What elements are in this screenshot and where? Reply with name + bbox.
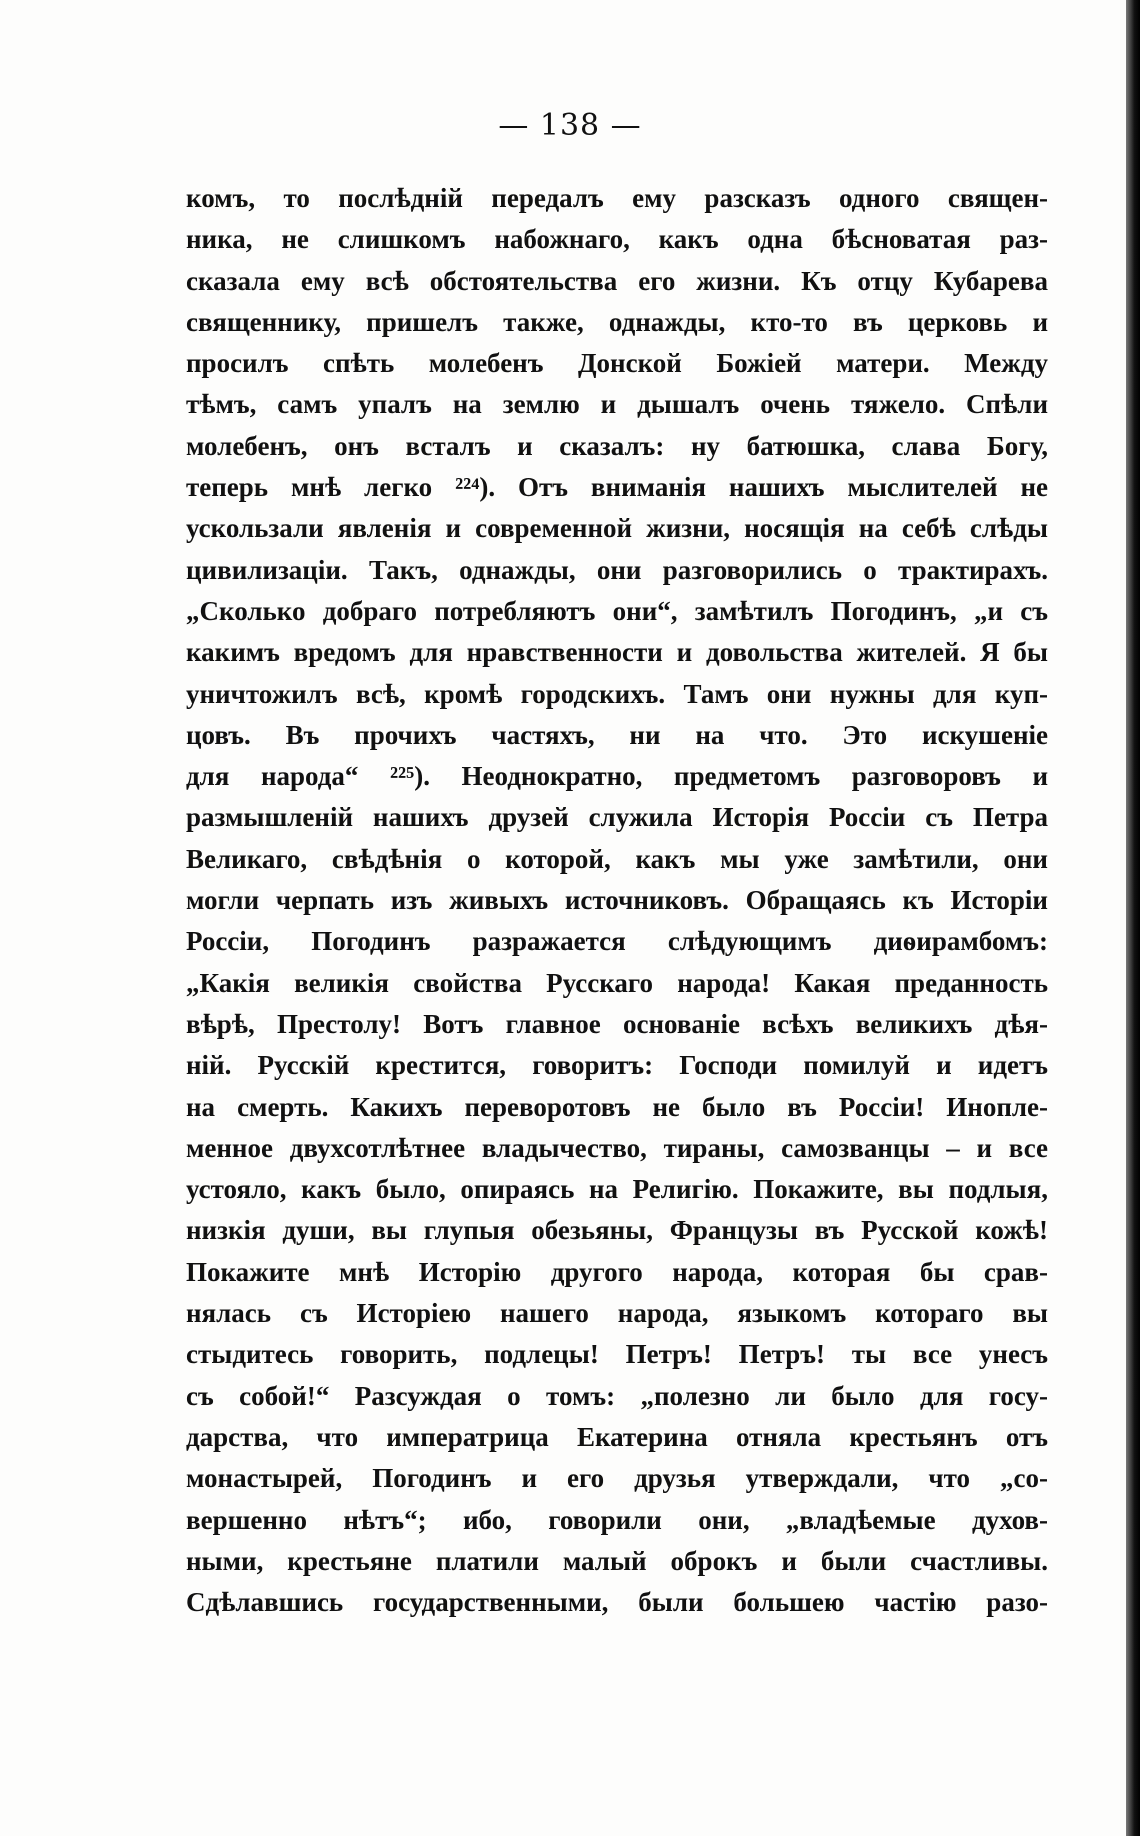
- text-line: вершенно нѣтъ“; ибо, говорили они, „владѣемые духов-: [186, 1504, 1048, 1535]
- text-line: тѣмъ, самъ упалъ на землю и дышалъ очень тяжело. Спѣли: [186, 389, 1048, 420]
- text-line: стыдитесь говорить, подлецы! Петръ! Петръ! ты все унесъ: [186, 1339, 1048, 1370]
- text-line: молебенъ, онъ всталъ и сказалъ: ну батюшка, слава Богу,: [186, 430, 1048, 461]
- text-line: комъ, то послѣдній передалъ ему разсказъ одного священ-: [186, 183, 1048, 213]
- text-line: теперь мнѣ легко ²²⁴). Отъ вниманія нашихъ мыслителей не: [186, 472, 1048, 503]
- text-line: „Какія великія свойства Русскаго народа! Какая преданность: [186, 967, 1048, 998]
- body-text: [186, 178, 1048, 1623]
- text-line: устояло, какъ было, опираясь на Религію. Покажите, вы подлыя,: [186, 1174, 1048, 1205]
- text-line: цовъ. Въ прочихъ частяхъ, ни на что. Это искушеніе: [186, 719, 1048, 750]
- text-line: Сдѣлавшись государственными, были большею частію разо-: [186, 1587, 1048, 1618]
- text-line: цивилизаціи. Такъ, однажды, они разговорились о трактирахъ.: [186, 554, 1048, 585]
- text-line: менное двухсотлѣтнее владычество, тираны, самозванцы – и все: [186, 1132, 1048, 1163]
- page-number: — 138 —: [498, 108, 642, 143]
- text-line: ускользали явленія и современной жизни, носящія на себѣ слѣды: [186, 513, 1048, 544]
- text-line: Покажите мнѣ Исторію другого народа, которая бы срав-: [186, 1256, 1048, 1287]
- text-line: дарства, что императрица Екатерина отняла крестьянъ отъ: [186, 1421, 1048, 1452]
- text-line: ными, крестьяне платили малый оброкъ и были счастливы.: [186, 1545, 1048, 1576]
- text-line: священнику, пришелъ также, однажды, кто-то въ церковь и: [186, 306, 1048, 337]
- text-line: какимъ вредомъ для нравственности и довольства жителей. Я бы: [186, 637, 1048, 668]
- text-line: ній. Русскій крестится, говоритъ: Господи помилуй и идетъ: [186, 1050, 1048, 1081]
- text-line: Россіи, Погодинъ разражается слѣдующимъ диѳирамбомъ:: [186, 926, 1048, 957]
- text-line: „Сколько добраго потребляютъ они“, замѣтилъ Погодинъ, „и съ: [186, 595, 1048, 626]
- text-line: могли черпать изъ живыхъ источниковъ. Обращаясь къ Исторіи: [186, 885, 1048, 916]
- text-line: вѣрѣ, Престолу! Вотъ главное основаніе всѣхъ великихъ дѣя-: [186, 1008, 1048, 1039]
- page-binding-edge: [1126, 0, 1140, 1836]
- text-line: нялась съ Исторіею нашего народа, языкомъ котораго вы: [186, 1298, 1048, 1329]
- text-line: размышленій нашихъ друзей служила Исторія Россіи съ Петра: [186, 802, 1048, 833]
- text-line: низкія души, вы глупыя обезьяны, Французы въ Русской кожѣ!: [186, 1215, 1048, 1246]
- text-line: ника, не слишкомъ набожнаго, какъ одна бѣсноватая раз-: [186, 224, 1048, 255]
- text-line: уничтожилъ всѣ, кромѣ городскихъ. Тамъ они нужны для куп-: [186, 678, 1048, 709]
- text-line: Великаго, свѣдѣнія о которой, какъ мы уже замѣтили, они: [186, 843, 1048, 874]
- text-line: сказала ему всѣ обстоятельства его жизни. Къ отцу Кубарева: [186, 265, 1048, 296]
- text-line: съ собой!“ Разсуждая о томъ: „полезно ли было для госу-: [186, 1380, 1048, 1411]
- text-line: на смерть. Какихъ переворотовъ не было въ Россіи! Инопле-: [186, 1091, 1048, 1122]
- text-line: просилъ спѣть молебенъ Донской Божіей матери. Между: [186, 348, 1048, 379]
- text-line: для народа“ ²²⁵). Неоднократно, предметомъ разговоровъ и: [186, 761, 1048, 792]
- text-line: монастырей, Погодинъ и его друзья утверждали, что „со-: [186, 1463, 1048, 1494]
